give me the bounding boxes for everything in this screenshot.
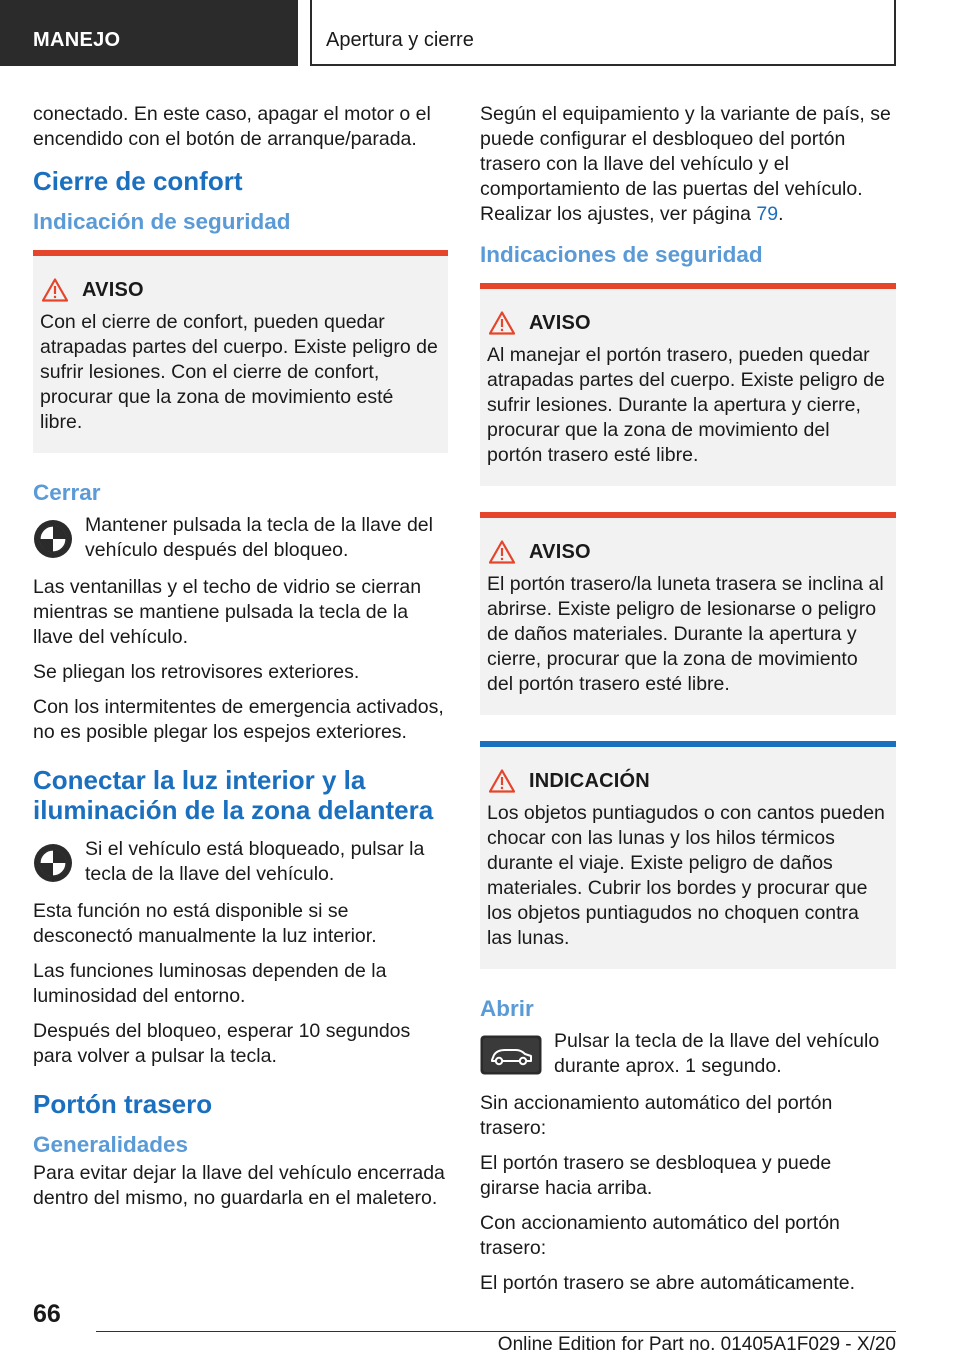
warning-header	[487, 311, 888, 335]
tailgate-button-icon	[480, 1035, 542, 1075]
left-column	[33, 102, 448, 1221]
equipamiento-text: Según el equipamiento y la variante de país, se puede configurar el desbloqueo del portón trasero con la llave del vehículo y el comportamiento de las puertas del vehículo. Realizar los ajustes, ver página	[480, 103, 891, 225]
heading-indicaciones-seguridad: Indicaciones de seguridad	[480, 242, 763, 267]
bmw-key-icon	[33, 519, 73, 559]
abrir-key-text: Pulsar la tecla de la llave del vehículo durante aprox. 1 segundo.	[554, 1030, 880, 1077]
heading-cierre-confort: Cierre de confort	[33, 166, 243, 196]
generalidades-paragraph: Para evitar dejar la llave del vehículo encerrada dentro del mismo, no guardarla en el maletero.	[33, 1162, 445, 1209]
info-box-indicacion	[480, 741, 896, 969]
luz-key-text: Si el vehículo está bloqueado, pulsar la tecla de la llave del vehículo.	[85, 838, 425, 885]
warning-title: AVISO	[529, 311, 591, 334]
info-text: Los objetos puntiagudos o con cantos pueden chocar con las lunas y los hilos térmicos durante el viaje. Existe peligro de daños materiales. Cubrir los bordes y procurar que los objetos puntiagudos no choquen contra las lunas.	[487, 802, 885, 949]
pliegan-paragraph: Se pliegan los retrovisores exteriores.	[33, 661, 360, 683]
info-title: INDICACIÓN	[529, 769, 650, 792]
funcion-paragraph: Esta función no está disponible si se desconectó manualmente la luz interior.	[33, 900, 377, 947]
luz-instruction	[33, 837, 448, 887]
warning-title: AVISO	[82, 278, 144, 301]
info-header	[487, 769, 888, 793]
warning-triangle-icon	[489, 540, 515, 564]
warning-box-aviso-3	[480, 512, 896, 715]
warning-text: Con el cierre de confort, pueden quedar atrapadas partes del cuerpo. Existe peligro de sufrir lesiones. Con el cierre de confort, procurar que la zona de movimiento esté libre.	[40, 311, 438, 433]
right-column	[480, 102, 896, 1306]
sin-accionamiento-paragraph: Sin accionamiento automático del portón trasero:	[480, 1092, 833, 1139]
warning-triangle-icon	[489, 769, 515, 793]
heading-generalidades: Generalidades	[33, 1132, 189, 1157]
footer-divider	[96, 1331, 896, 1332]
warning-header	[40, 278, 440, 302]
chapter-tab: Apertura y cierre	[310, 0, 896, 66]
warning-triangle-icon	[42, 278, 68, 302]
warning-box-aviso-2	[480, 283, 896, 486]
warning-triangle-icon	[489, 311, 515, 335]
heading-cerrar: Cerrar	[33, 480, 101, 505]
warning-text: El portón trasero/la luneta trasera se inclina al abrirse. Existe peligro de lesionarse o peligro de daños materiales. Durante la apertura y cierre, procurar que la zona de movimiento del portón trasero esté libre.	[487, 573, 884, 695]
equipamiento-paragraph: Según el equipamiento y la variante de país, se puede configurar el desbloqueo del portón trasero con la llave del vehículo y el comportamiento de las puertas del vehículo. Realizar los ajustes, ver página 79.	[480, 103, 891, 225]
abrir-instruction	[480, 1029, 896, 1079]
warning-box-aviso-1	[33, 250, 448, 453]
heading-abrir: Abrir	[480, 996, 534, 1021]
page-link[interactable]: 79	[756, 203, 779, 225]
cerrar-key-text: Mantener pulsada la tecla de la llave del vehículo después del bloqueo.	[85, 514, 433, 561]
page-number: 66	[33, 1300, 61, 1328]
cerrar-instruction	[33, 513, 448, 563]
intermitentes-paragraph: Con los intermitentes de emergencia activados, no es posible plegar los espejos exteriores.	[33, 696, 444, 743]
despues-bloqueo-paragraph: Después del bloqueo, esperar 10 segundos para volver a pulsar la tecla.	[33, 1020, 411, 1067]
bmw-key-icon	[33, 843, 73, 883]
intro-paragraph: conectado. En este caso, apagar el motor o el encendido con el botón de arranque/parada.	[33, 103, 431, 150]
heading-indicacion-seguridad: Indicación de seguridad	[33, 209, 291, 234]
page-header	[0, 0, 960, 66]
con-accionamiento-paragraph: Con accionamiento automático del portón trasero:	[480, 1212, 840, 1259]
section-tab: MANEJO	[0, 0, 298, 66]
heading-porton-trasero: Portón trasero	[33, 1089, 213, 1119]
funciones-luminosas-paragraph: Las funciones luminosas dependen de la luminosidad del entorno.	[33, 960, 387, 1007]
warning-text: Al manejar el portón trasero, pueden quedar atrapadas partes del cuerpo. Existe peligro de sufrir lesiones. Durante la apertura y cierre, procurar que la zona de movimiento del portón trasero esté libre.	[487, 344, 885, 466]
abre-paragraph: El portón trasero se abre automáticamente.	[480, 1272, 856, 1294]
heading-conectar-luz: Conectar la luz interior y la iluminación de la zona delantera	[33, 765, 434, 825]
desbloquea-paragraph: El portón trasero se desbloquea y puede girarse hacia arriba.	[480, 1152, 832, 1199]
warning-header	[487, 540, 888, 564]
footer-edition: Online Edition for Part no. 01405A1F029 - X/20	[497, 1334, 896, 1355]
ventanillas-paragraph: Las ventanillas y el techo de vidrio se cierran mientras se mantiene pulsada la tecla de la llave del vehículo.	[33, 576, 422, 648]
warning-title: AVISO	[529, 540, 591, 563]
